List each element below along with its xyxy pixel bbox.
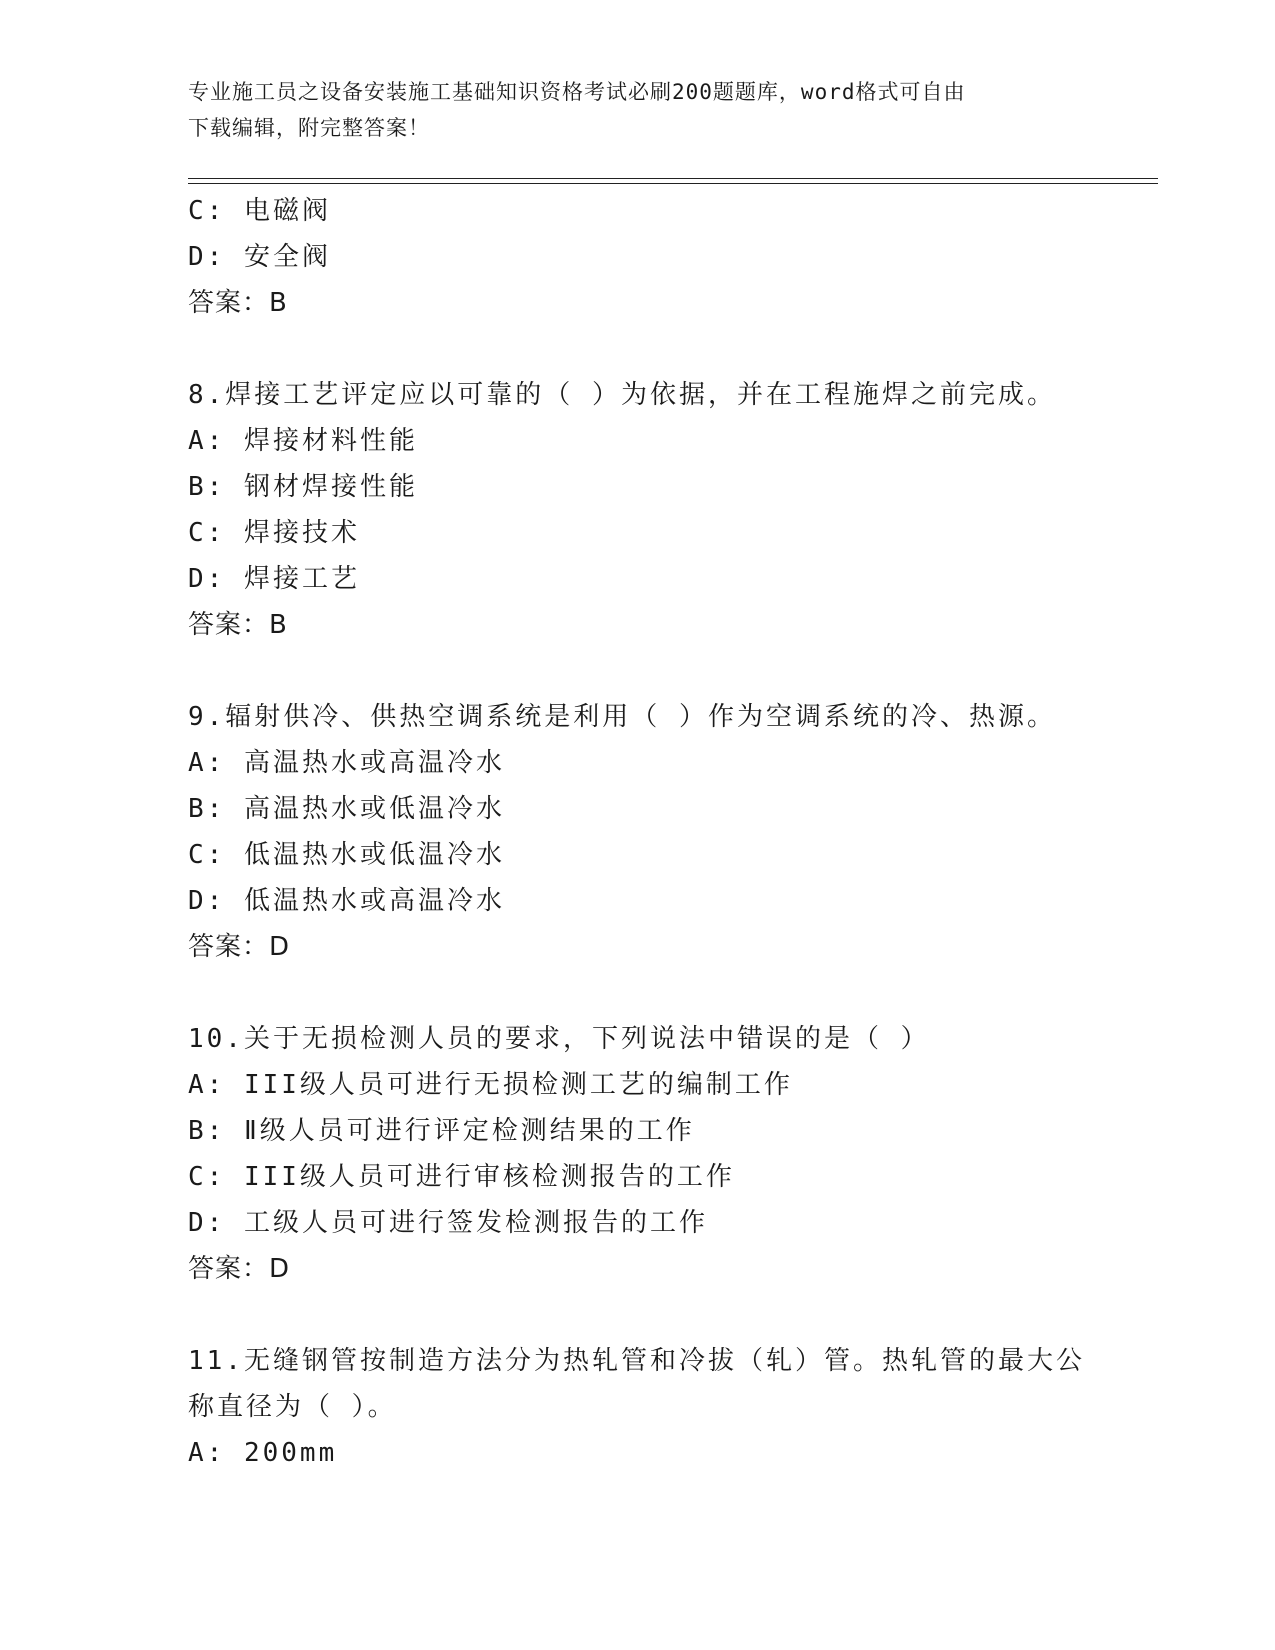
q9-option-c: C: 低温热水或低温冷水 bbox=[188, 840, 505, 870]
header-divider-bottom bbox=[188, 183, 1158, 184]
q7-answer: 答案：B bbox=[188, 288, 288, 318]
q10-option-d: D: 工级人员可进行签发检测报告的工作 bbox=[188, 1208, 708, 1238]
q8-stem: 8.焊接工艺评定应以可靠的（ ）为依据，并在工程施焊之前完成。 bbox=[188, 380, 1056, 410]
q8-option-c: C: 焊接技术 bbox=[188, 518, 360, 548]
header-divider-top bbox=[188, 178, 1158, 179]
q7-option-d: D: 安全阀 bbox=[188, 242, 331, 272]
q10-option-c: C: III级人员可进行审核检测报告的工作 bbox=[188, 1162, 735, 1192]
document-body bbox=[188, 188, 1188, 1476]
q10-answer: 答案：D bbox=[188, 1254, 291, 1284]
q10-option-b: B: Ⅱ级人员可进行评定检测结果的工作 bbox=[188, 1116, 695, 1146]
q9-option-a: A: 高温热水或高温冷水 bbox=[188, 748, 505, 778]
q8-answer: 答案：B bbox=[188, 610, 288, 640]
q9-option-d: D: 低温热水或高温冷水 bbox=[188, 886, 505, 916]
q7-option-c: C: 电磁阀 bbox=[188, 196, 331, 226]
q10-option-a: A: III级人员可进行无损检测工艺的编制工作 bbox=[188, 1070, 793, 1100]
q9-stem: 9.辐射供冷、供热空调系统是利用（ ）作为空调系统的冷、热源。 bbox=[188, 702, 1056, 732]
q8-option-a: A: 焊接材料性能 bbox=[188, 426, 418, 456]
header-line-1: 专业施工员之设备安装施工基础知识资格考试必刷200题题库，word格式可自由 bbox=[188, 80, 966, 104]
q9-answer: 答案：D bbox=[188, 932, 291, 962]
q11-stem-line-1: 11.无缝钢管按制造方法分为热轧管和冷拔（轧）管。热轧管的最大公 bbox=[188, 1346, 1085, 1376]
spacer bbox=[188, 970, 1188, 1016]
q11-stem-line-2: 称直径为（ ）。 bbox=[188, 1392, 397, 1422]
spacer bbox=[188, 1292, 1188, 1338]
header-line-2: 下载编辑，附完整答案！ bbox=[188, 116, 430, 140]
spacer bbox=[188, 648, 1188, 694]
spacer bbox=[188, 326, 1188, 372]
q10-stem: 10.关于无损检测人员的要求，下列说法中错误的是（ ） bbox=[188, 1024, 930, 1054]
q11-option-a: A: 200mm bbox=[188, 1438, 338, 1468]
q9-option-b: B: 高温热水或低温冷水 bbox=[188, 794, 505, 824]
q8-option-b: B: 钢材焊接性能 bbox=[188, 472, 418, 502]
q8-option-d: D: 焊接工艺 bbox=[188, 564, 360, 594]
document-header bbox=[188, 74, 1088, 146]
